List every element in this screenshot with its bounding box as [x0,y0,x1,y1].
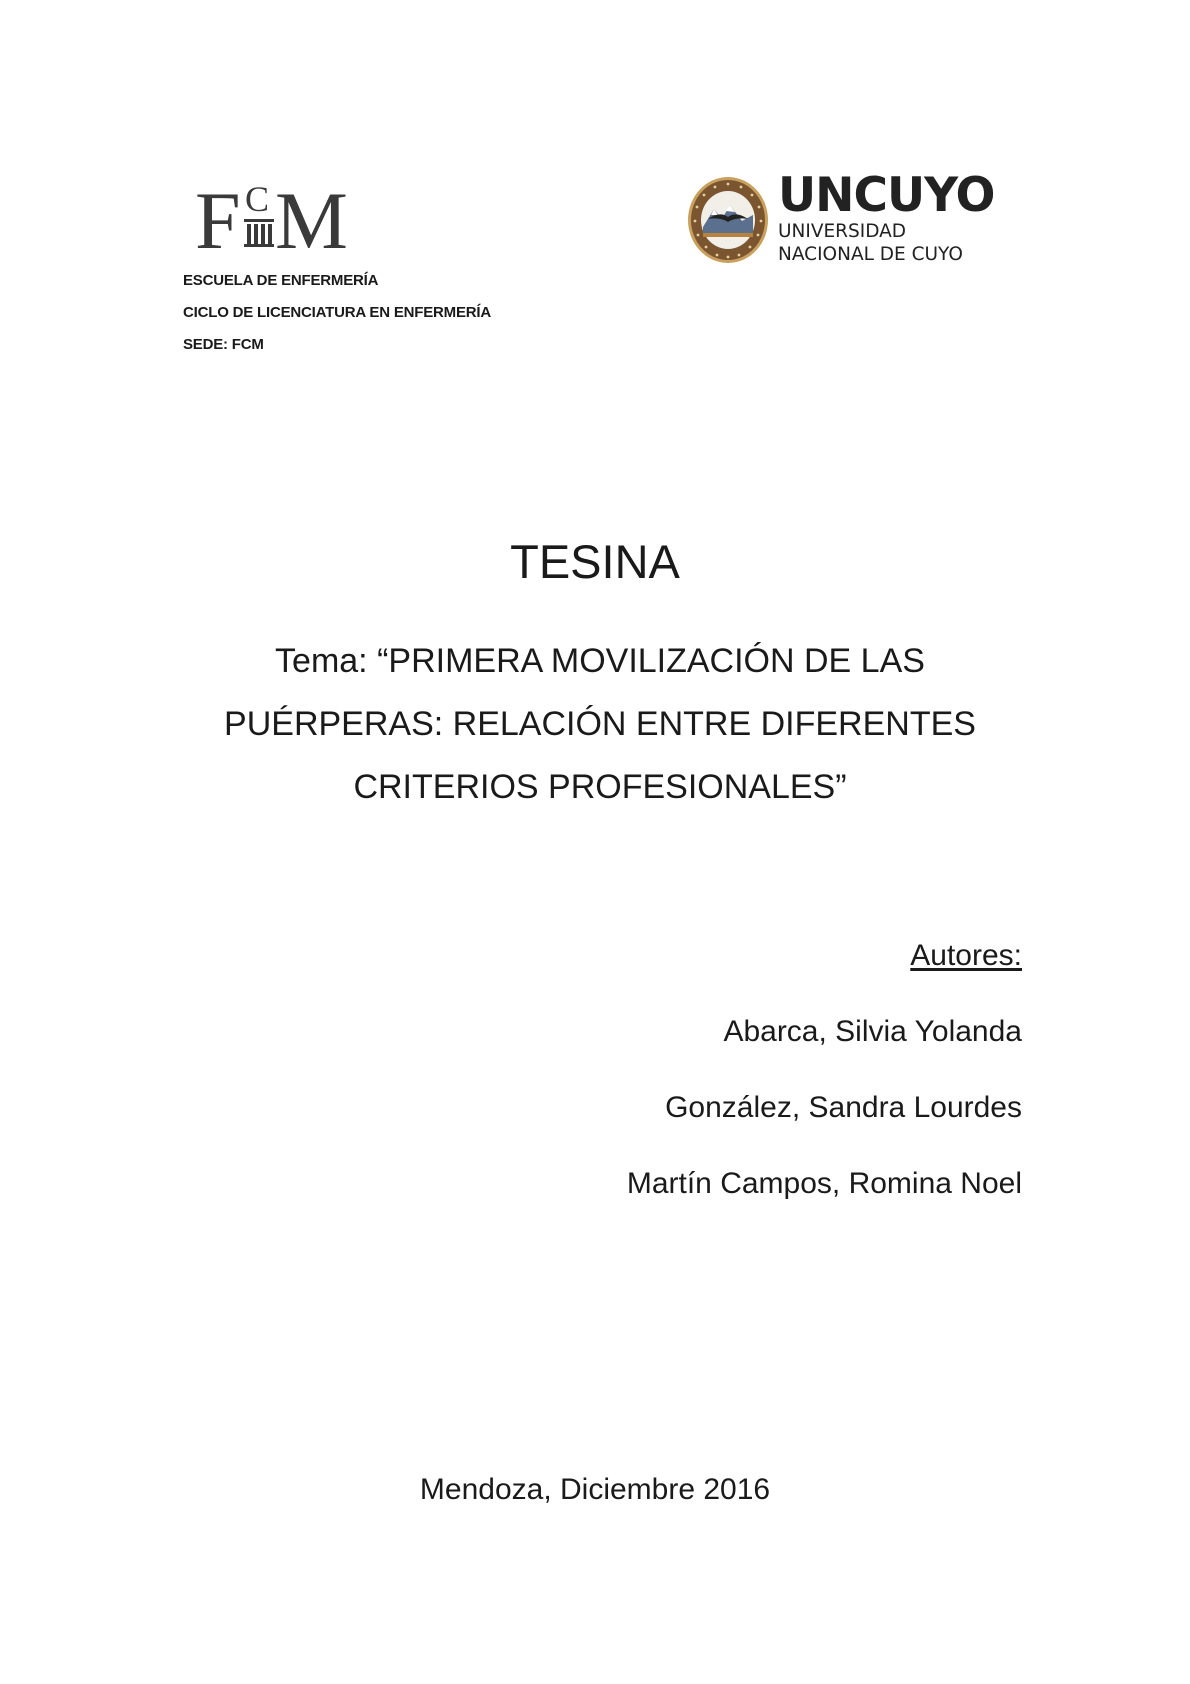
uncuyo-logo [686,168,995,272]
topic-line-1: Tema: “PRIMERA MOVILIZACIÓN DE LAS [275,642,925,680]
svg-text:C: C [245,179,270,219]
uncuyo-line-1: UNIVERSIDAD [778,221,907,242]
school-line-sede: SEDE: FCM [183,336,264,353]
uncuyo-line-2: NACIONAL DE CUYO [778,244,963,265]
author-name: Martín Campos, Romina Noel [626,1167,1022,1200]
svg-text:F: F [195,178,241,258]
fcm-logo [195,178,375,258]
university-seal-icon [686,175,770,265]
authors-label: Autores: [910,939,1022,972]
place-and-date: Mendoza, Diciembre 2016 [419,1473,771,1506]
authors-block [627,938,1022,1242]
topic-line-2: PUÉRPERAS: RELACIÓN ENTRE DIFERENTES [224,705,976,743]
uncuyo-wordmark [778,168,998,266]
author-name: González, Sandra Lourdes [665,1091,1022,1124]
school-line-ciclo: CICLO DE LICENCIATURA EN ENFERMERÍA [183,304,492,321]
school-line-escuela: ESCUELA DE ENFERMERÍA [183,272,379,289]
author-name: Abarca, Silvia Yolanda [723,1015,1022,1048]
svg-text:M: M [275,178,348,258]
uncuyo-name: UNCUYO [778,168,995,223]
topic-line-3: CRITERIOS PROFESIONALES” [353,768,847,806]
school-info [183,265,491,361]
thesis-topic [170,630,1030,819]
document-type-title: TESINA [510,535,680,588]
